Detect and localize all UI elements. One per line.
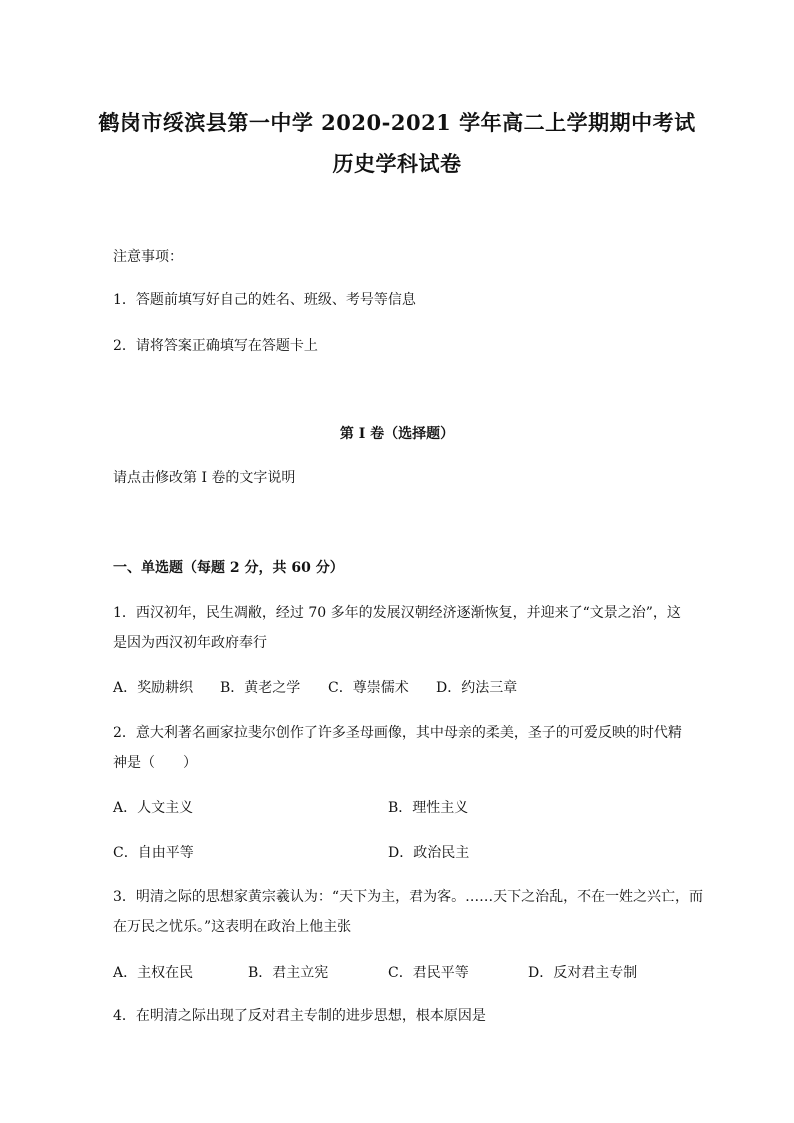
notice-item-2: 2．请将答案正确填写在答题卡上 — [113, 338, 318, 354]
question-2-option-a: A．人文主义 — [113, 800, 194, 816]
question-1-stem-line2: 是因为西汉初年政府奉行 — [113, 635, 267, 651]
question-3-option-a: A．主权在民 — [113, 965, 194, 981]
question-3-stem-line2: 在万民之忧乐。”这表明在政治上他主张 — [113, 919, 352, 935]
question-1-option-b: B．黄老之学 — [220, 680, 301, 696]
question-3-option-c: C．君民平等 — [388, 965, 469, 981]
question-4-stem-line1: 4．在明清之际出现了反对君主专制的进步思想，根本原因是 — [113, 1008, 486, 1024]
question-3-stem-line1: 3．明清之际的思想家黄宗羲认为：“天下为主，君为客。……天下之治乱，不在一姓之兴亡，而 — [113, 889, 704, 905]
question-3-option-d: D．反对君主专制 — [528, 965, 638, 981]
question-2-stem-line1: 2．意大利著名画家拉斐尔创作了许多圣母画像，其中母亲的柔美，圣子的可爱反映的时代精 — [113, 725, 682, 741]
section-title: 第 I 卷（选择题） — [339, 426, 455, 442]
exam-title-line1: 鹤岗市绥滨县第一中学 2020-2021 学年高二上学期期中考试 — [98, 110, 696, 135]
notice-item-1: 1．答题前填写好自己的姓名、班级、考号等信息 — [113, 292, 416, 308]
question-3-option-b: B．君主立宪 — [248, 965, 329, 981]
question-2-stem-line2: 神是（ ） — [113, 755, 197, 771]
question-1-option-a: A．奖励耕织 — [113, 680, 194, 696]
notice-heading: 注意事项： — [113, 249, 183, 265]
section-note: 请点击修改第 I 卷的文字说明 — [113, 470, 296, 486]
question-1-stem-line1: 1．西汉初年，民生凋敝，经过 70 多年的发展汉朝经济逐渐恢复，并迎来了“文景之治”，这 — [113, 605, 681, 621]
question-1-option-c: C．尊崇儒术 — [328, 680, 409, 696]
question-2-option-c: C．自由平等 — [113, 845, 194, 861]
question-1-option-d: D．约法三章 — [436, 680, 518, 696]
question-2-option-d: D．政治民主 — [388, 845, 470, 861]
question-2-option-b: B．理性主义 — [388, 800, 469, 816]
exam-title-line2: 历史学科试卷 — [332, 151, 462, 176]
part-heading: 一、单选题（每题 2 分，共 60 分） — [113, 560, 344, 576]
